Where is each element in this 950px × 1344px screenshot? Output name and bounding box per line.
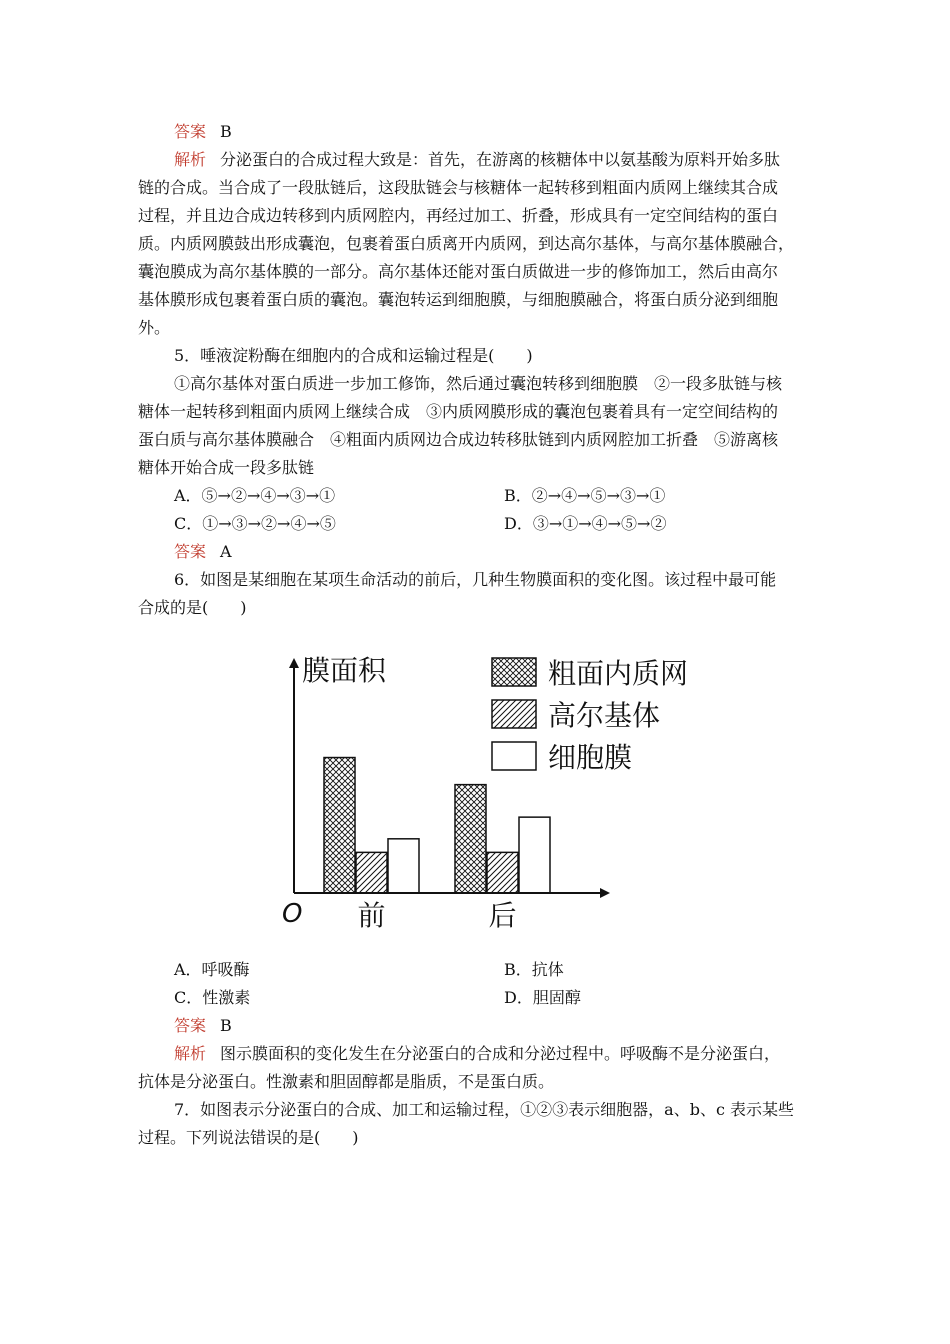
q5-body-3: 蛋白质与高尔基体膜融合 ④粗面内质网边合成边转移肽链到内质网腔加工折叠 ⑤游离核 — [138, 430, 779, 449]
q6-option-b: B．抗体 — [504, 960, 564, 979]
x-tick-label: 前 — [357, 899, 386, 932]
q5-option-a: A．⑤→②→④→③→① — [174, 486, 336, 505]
analysis-line-6: 基体膜形成包裹着蛋白质的囊泡。囊泡转运到细胞膜，与细胞膜融合，将蛋白质分泌到细胞 — [138, 290, 779, 309]
y-axis-label: 膜面积 — [302, 654, 387, 687]
bar-golgi-before — [356, 852, 387, 893]
legend-label-golgi: 高尔基体 — [548, 699, 661, 732]
answer-line — [174, 118, 232, 146]
legend-swatch-golgi — [492, 700, 536, 728]
q5-body-4: 糖体开始合成一段多肽链 — [138, 458, 315, 477]
q6-answer-value: B — [220, 1016, 232, 1035]
q5-body-2: 糖体一起转移到粗面内质网上继续合成 ③内质网膜形成的囊泡包裹着具有一定空间结构的 — [138, 402, 779, 421]
q5-stem: 5．唾液淀粉酶在细胞内的合成和运输过程是( ) — [174, 346, 533, 365]
origin-label: O — [282, 899, 303, 929]
q5-answer-value: A — [220, 542, 232, 561]
analysis-line-7: 外。 — [138, 318, 171, 337]
q6-analysis-line-1 — [174, 1040, 780, 1068]
analysis-line-5: 囊泡膜成为高尔基体膜的一部分。高尔基体还能对蛋白质做进一步的修饰加工，然后由高尔 — [138, 262, 779, 281]
analysis-line-3: 过程，并且边合成边转移到内质网腔内，再经过加工、折叠，形成具有一定空间结构的蛋白 — [138, 206, 779, 225]
answer-tag: 答案 — [174, 1016, 207, 1035]
legend-label-rough-er: 粗面内质网 — [548, 657, 689, 690]
bar-rough-er-before — [324, 758, 355, 893]
q6-answer-line — [174, 1012, 232, 1040]
bar-rough-er-after — [455, 785, 486, 893]
analysis-text: 分泌蛋白的合成过程大致是：首先，在游离的核糖体中以氨基酸为原料开始多肽 — [220, 150, 781, 169]
analysis-tag: 解析 — [174, 150, 207, 169]
analysis-line-2: 链的合成。当合成了一段肽链后，这段肽链会与核糖体一起转移到粗面内质网上继续其合成 — [138, 178, 779, 197]
q5-option-d: D．③→①→④→⑤→② — [504, 514, 667, 533]
bar-cell-membrane-after — [519, 817, 550, 893]
legend-swatch-cell-membrane — [492, 742, 536, 770]
analysis-tag: 解析 — [174, 1044, 207, 1063]
q7-stem-2: 过程。下列说法错误的是( ) — [138, 1128, 359, 1147]
bar-golgi-after — [487, 852, 518, 893]
q6-analysis-line-2: 抗体是分泌蛋白。性激素和胆固醇都是脂质，不是蛋白质。 — [138, 1072, 555, 1091]
q6-option-d: D．胆固醇 — [504, 988, 581, 1007]
answer-tag: 答案 — [174, 122, 207, 141]
q6-option-c: C．性激素 — [174, 988, 251, 1007]
q5-answer-line — [174, 538, 232, 566]
analysis-line-1 — [174, 146, 780, 174]
answer-tag: 答案 — [174, 542, 207, 561]
x-tick-label: 后 — [488, 899, 517, 932]
q6-stem-1: 6．如图是某细胞在某项生命活动的前后，几种生物膜面积的变化图。该过程中最可能 — [174, 570, 777, 589]
q7-stem-1: 7．如图表示分泌蛋白的合成、加工和运输过程，①②③表示细胞器，a、b、c 表示某些 — [174, 1100, 795, 1119]
membrane-area-chart — [258, 628, 734, 952]
bar-cell-membrane-before — [388, 839, 419, 893]
q6-analysis-text: 图示膜面积的变化发生在分泌蛋白的合成和分泌过程中。呼吸酶不是分泌蛋白， — [220, 1044, 781, 1063]
q5-option-b: B．②→④→⑤→③→① — [504, 486, 666, 505]
q5-body-1: ①高尔基体对蛋白质进一步加工修饰，然后通过囊泡转移到细胞膜 ②一段多肽链与核 — [174, 374, 783, 393]
q6-option-a: A．呼吸酶 — [174, 960, 250, 979]
legend-swatch-rough-er — [492, 658, 536, 686]
answer-value: B — [220, 122, 232, 141]
legend-label-cell-membrane: 细胞膜 — [548, 741, 633, 774]
q6-stem-2: 合成的是( ) — [138, 598, 247, 617]
analysis-line-4: 质。内质网膜鼓出形成囊泡，包裹着蛋白质离开内质网，到达高尔基体，与高尔基体膜融合， — [138, 234, 795, 253]
q5-option-c: C．①→③→②→④→⑤ — [174, 514, 336, 533]
